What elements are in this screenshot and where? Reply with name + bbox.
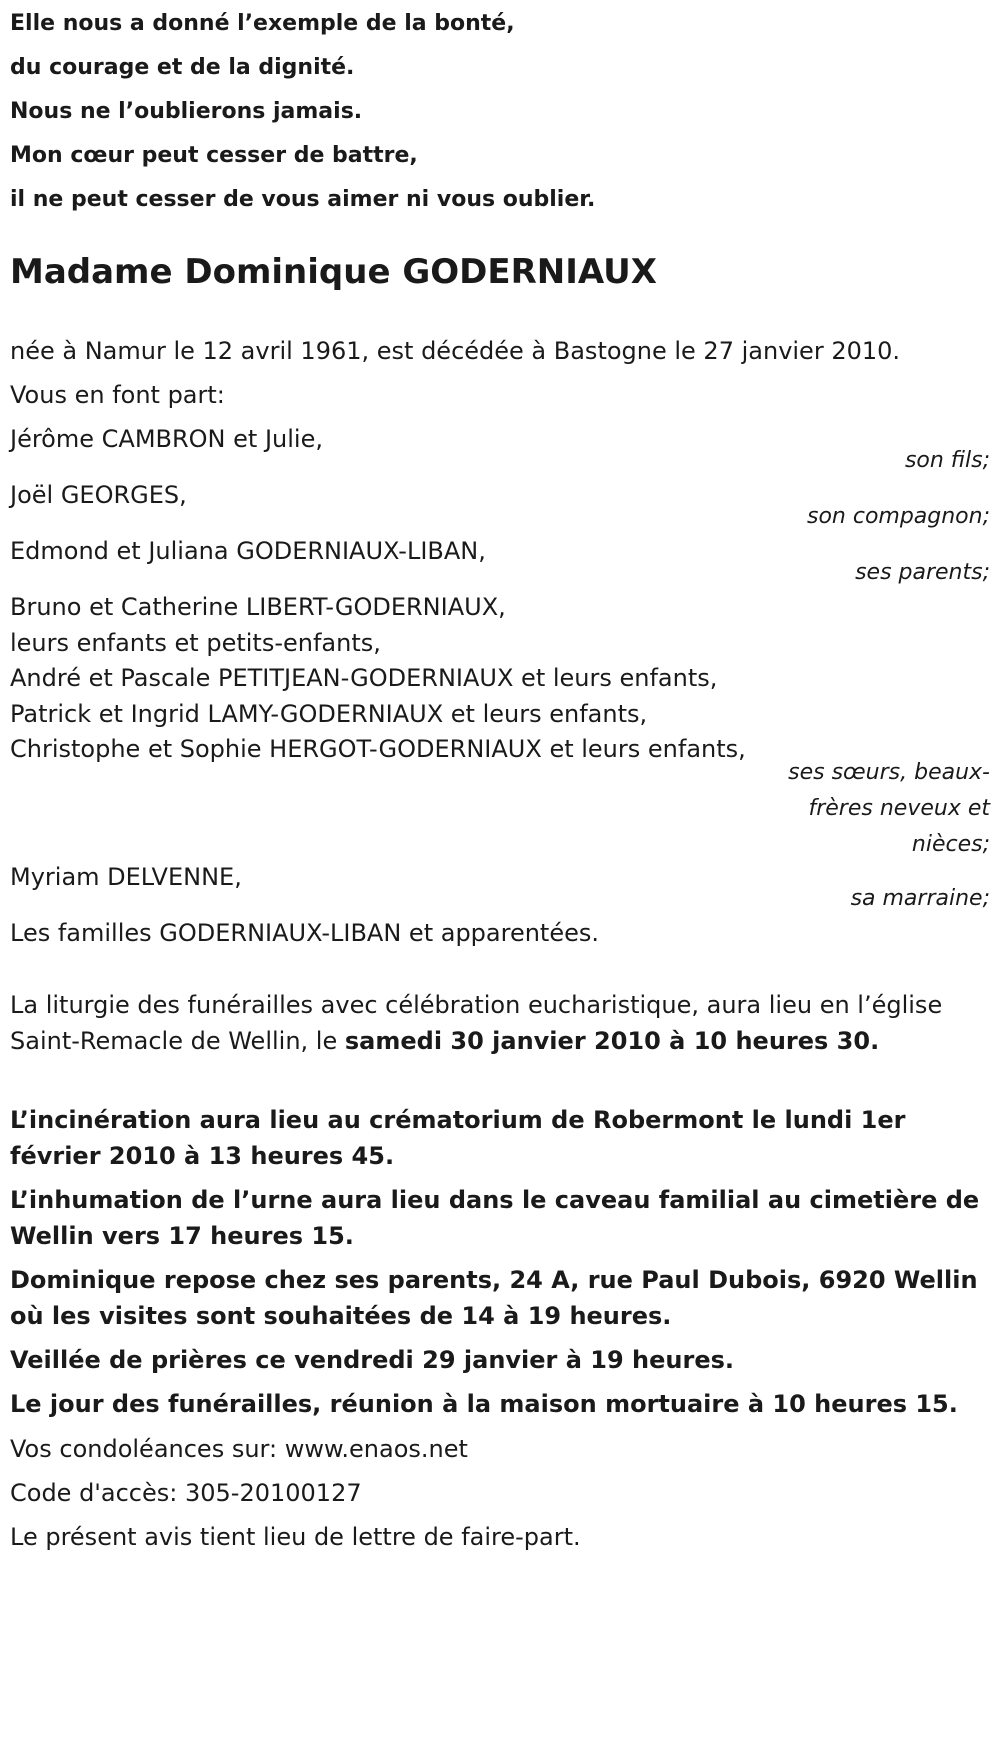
- family-godmother-name: Myriam DELVENNE,: [10, 863, 242, 891]
- family-sibling-line: Christophe et Sophie HERGOT-GODERNIAUX et leurs enfants,: [10, 735, 746, 763]
- liturgy-date: samedi 30 janvier 2010 à 10 heures 30.: [344, 1027, 880, 1055]
- family-partner-relation: son compagnon;: [806, 504, 990, 529]
- condolences-line: Vos condoléances sur: www.enaos.net: [10, 1435, 468, 1463]
- rest-paragraph: Dominique repose chez ses parents, 24 A, rue Paul Dubois, 6920 Wellin où les visites sont souhaitées de 14 à 19 heures.: [10, 1266, 978, 1330]
- poem-line-1: Elle nous a donné l’exemple de la bonté,: [10, 11, 515, 36]
- family-sibling-line: Bruno et Catherine LIBERT-GODERNIAUX,: [10, 593, 506, 621]
- liturgy-text: La liturgie des funérailles avec célébration eucharistique, aura lieu en l’église Saint-Remacle de Wellin, le: [10, 991, 943, 1055]
- notice-line: Le présent avis tient lieu de lettre de faire-part.: [10, 1523, 581, 1551]
- family-parents-relation: ses parents;: [855, 560, 990, 585]
- family-partner-name: Joël GEORGES,: [10, 481, 187, 509]
- vigil-line: Veillée de prières ce vendredi 29 janvier à 19 heures.: [10, 1346, 735, 1374]
- burial-paragraph: L’inhumation de l’urne aura lieu dans le caveau familial au cimetière de Wellin vers 17 heures 15.: [10, 1186, 980, 1250]
- family-son-relation: son fils;: [904, 448, 990, 473]
- family-godmother-relation: sa marraine;: [850, 886, 990, 911]
- poem-line-2: du courage et de la dignité.: [10, 55, 355, 80]
- meeting-line: Le jour des funérailles, réunion à la maison mortuaire à 10 heures 15.: [10, 1390, 958, 1418]
- page-title: Madame Dominique GODERNIAUX: [10, 252, 657, 292]
- family-son-name: Jérôme CAMBRON et Julie,: [10, 425, 323, 453]
- family-sibling-line: Patrick et Ingrid LAMY-GODERNIAUX et leurs enfants,: [10, 700, 648, 728]
- family-extended-line: Les familles GODERNIAUX-LIBAN et apparentées.: [10, 919, 600, 947]
- announce-line: Vous en font part:: [10, 381, 225, 409]
- birth-death-line: née à Namur le 12 avril 1961, est décédée à Bastogne le 27 janvier 2010.: [10, 337, 901, 365]
- family-sibling-line: André et Pascale PETITJEAN-GODERNIAUX et leurs enfants,: [10, 664, 718, 692]
- family-siblings-relation: ses sœurs, beaux-frères neveux et nièces;: [788, 760, 990, 857]
- liturgy-paragraph: [10, 987, 990, 1059]
- poem-line-3: Nous ne l’oublierons jamais.: [10, 99, 363, 124]
- family-parents-name: Edmond et Juliana GODERNIAUX-LIBAN,: [10, 537, 486, 565]
- cremation-paragraph: L’incinération aura lieu au crématorium de Robermont le lundi 1er février 2010 à 13 heures 45.: [10, 1106, 906, 1170]
- poem-line-5: il ne peut cesser de vous aimer ni vous oublier.: [10, 187, 596, 212]
- family-sibling-line: leurs enfants et petits-enfants,: [10, 629, 381, 657]
- access-code-line: Code d'accès: 305-20100127: [10, 1479, 362, 1507]
- poem-line-4: Mon cœur peut cesser de battre,: [10, 143, 418, 168]
